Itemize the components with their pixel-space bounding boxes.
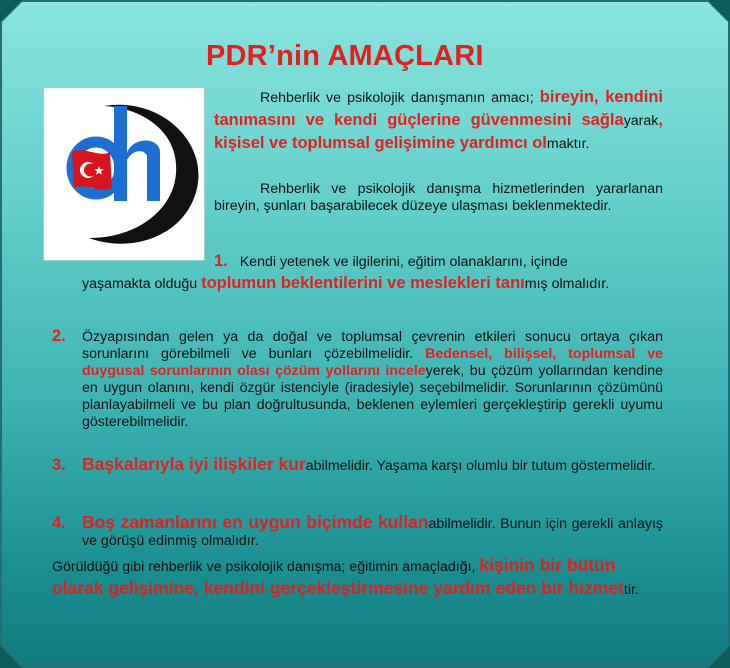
dh-logo-icon bbox=[44, 88, 204, 260]
item-3-text bbox=[82, 456, 663, 475]
page-title: PDR’nin AMAÇLARI bbox=[206, 40, 484, 72]
intro-d: , kişisel ve toplumsal gelişimine yardımcı ol bbox=[214, 111, 663, 152]
conclusion-paragraph bbox=[52, 555, 652, 601]
logo bbox=[43, 87, 205, 261]
intro-e: maktır. bbox=[546, 136, 590, 152]
item-2-text bbox=[82, 329, 663, 431]
item-3-b: abilmelidir. Yaşama karşı olumlu bir tutum göstermelidir. bbox=[305, 458, 656, 474]
item-4-a: Boş zamanlarını en uygun biçimde kullan bbox=[82, 512, 429, 532]
item-2-b: Bedensel, bilişsel, toplumsal ve duygusal sorunlarının olası çözüm yollarını incele bbox=[82, 346, 663, 379]
second-paragraph: Rehberlik ve psikolojik danışma hizmetlerinden yararlanan bireyin, şunları başarabilecek düzeye ulaşması beklenmektedir. bbox=[214, 181, 663, 214]
item-1-b: yaşamakta olduğu bbox=[82, 276, 202, 292]
item-1-a: Kendi yetenek ve ilgilerini, eğitim olanaklarını, içinde bbox=[239, 254, 568, 270]
item-1-d: mış olmalıdır. bbox=[524, 276, 610, 292]
item-1-continuation bbox=[82, 275, 663, 293]
item-1-c: toplumun beklentilerini ve meslekleri tanı bbox=[201, 274, 525, 292]
item-4-text bbox=[82, 514, 663, 550]
concl-b: kişinin bir bütün olarak gelişimine, kendini gerçekleştirmesine yardım eden bir hizmet bbox=[52, 555, 624, 598]
item-2-a: Özyapısından gelen ya da doğal ve toplumsal çevrenin etkileri sonucu ortaya çıkan sorunlarını görebilmeli ve bunları çözebilmelidir. bbox=[82, 329, 663, 362]
item-3-a: Başkalarıyla iyi ilişkiler kur bbox=[82, 454, 306, 474]
intro-a: Rehberlik ve psikolojik danışmanın amacı; bbox=[260, 90, 540, 106]
intro-b: bireyin, kendini tanımasını ve kendi güçlerine güvenmesini sağla bbox=[214, 88, 664, 129]
item-4-number: 4. bbox=[52, 514, 66, 532]
item-1-number: 1. bbox=[214, 252, 228, 270]
concl-c: tir. bbox=[623, 582, 639, 598]
intro-paragraph bbox=[214, 86, 663, 155]
item-1-line bbox=[214, 253, 663, 271]
item-2-c: yerek, bu çözüm yollarından kendine en uygun olanını, kendi özgür istenciyle (iradesiyle) seçebilmelidir. Sorunlarının çözümünü planlayabilmeli ve bu plan doğrultusunda, beklenen eylemleri gerçekleştirip gerekli uyumu gösterebilmelidir. bbox=[82, 363, 663, 430]
concl-a: Görüldüğü gibi rehberlik ve psikolojik danışma; eğitimin amaçladığı, bbox=[52, 559, 480, 575]
item-2-number: 2. bbox=[52, 327, 66, 345]
intro-c: yarak bbox=[623, 113, 659, 129]
item-4-b: abilmelidir. Bunun için gerekli anlayış ve görüşü edinmiş olmalıdır. bbox=[82, 516, 663, 549]
item-3-number: 3. bbox=[52, 456, 66, 474]
